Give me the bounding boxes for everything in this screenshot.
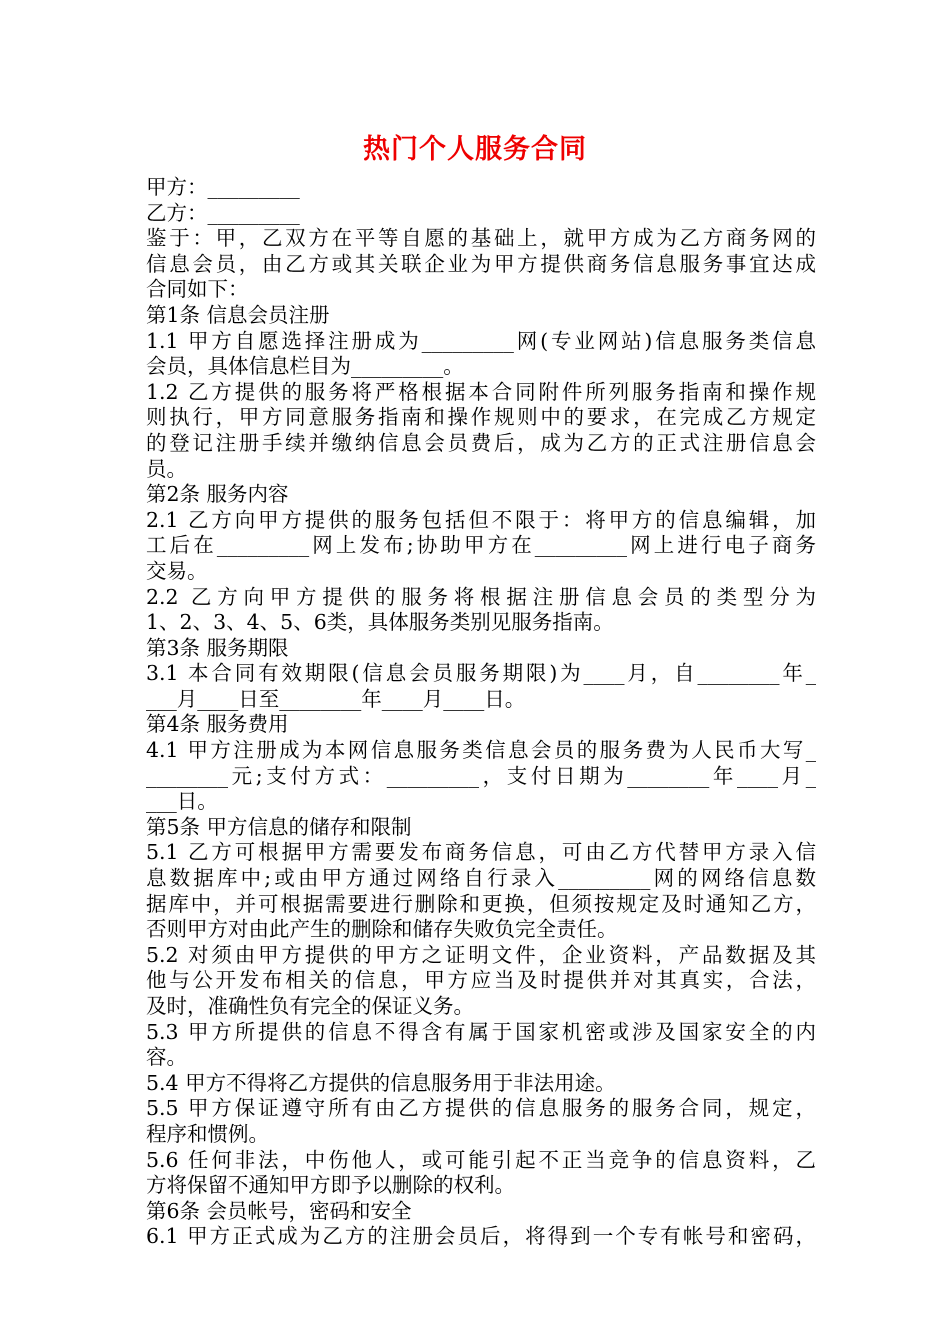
document-line: 第6条 会员帐号，密码和安全 <box>146 1198 412 1223</box>
document-line: 第3条 服务期限 <box>146 635 289 660</box>
document-line: 息数据库中;或由甲方通过网络自行录入_________网的网络信息数 <box>146 866 816 891</box>
document-line: 1.2 乙方提供的服务将严格根据本合同附件所列服务指南和操作规 <box>146 379 816 404</box>
document-line: 容。 <box>146 1045 187 1070</box>
document-line: 方将保留不通知甲方即予以删除的权利。 <box>146 1173 515 1198</box>
document-line: 工后在_________网上发布;协助甲方在_________网上进行电子商务 <box>146 533 816 558</box>
document-line: ___月____日至________年____月____日。 <box>146 686 526 711</box>
document-line: 程序和惯例。 <box>146 1121 269 1146</box>
document-line: 5.6 任何非法，中伤他人，或可能引起不正当竞争的信息资料，乙 <box>146 1147 816 1172</box>
document-line: 员。 <box>146 456 187 481</box>
document-line: 据库中，并可根据需要进行删除和更换，但须按规定及时通知乙方， <box>146 891 816 916</box>
document-line: 第4条 服务费用 <box>146 712 289 737</box>
document-line: 甲方：_________ <box>146 175 300 199</box>
document-line: 1.1 甲方自愿选择注册成为_________网(专业网站)信息服务类信息 <box>146 328 816 353</box>
document-title: 热门个人服务合同 <box>363 134 587 165</box>
document-body <box>146 175 816 1250</box>
document-line: 1、2、3、4、5、6类，具体服务类别见服务指南。 <box>146 610 614 635</box>
document-line: 合同如下： <box>146 277 249 302</box>
document-line: 则执行，甲方同意服务指南和操作规则中的要求，在完成乙方规定 <box>146 405 816 430</box>
document-line: 5.2 对须由甲方提供的甲方之证明文件，企业资料，产品数据及其 <box>146 942 816 967</box>
document-line: 及时，准确性负有完全的保证义务。 <box>146 994 474 1018</box>
document-line: 3.1 本合同有效期限(信息会员服务期限)为____月，自________年_ <box>146 661 816 686</box>
document-line: 第1条 信息会员注册 <box>146 302 330 327</box>
document-line: 会员，具体信息栏目为_________。 <box>146 354 464 379</box>
document-line: 鉴于：甲，乙双方在平等自愿的基础上，就甲方成为乙方商务网的 <box>146 226 816 251</box>
document-line: 2.2 乙方向甲方提供的服务将根据注册信息会员的类型分为 <box>146 584 816 609</box>
document-line: 否则甲方对由此产生的删除和储存失败负完全责任。 <box>146 917 618 942</box>
document-line: 4.1 甲方注册成为本网信息服务类信息会员的服务费为人民币大写_ <box>146 738 816 763</box>
document-line: 5.4 甲方不得将乙方提供的信息服务用于非法用途。 <box>146 1070 616 1095</box>
document-line: 他与公开发布相关的信息，甲方应当及时提供并对其真实，合法， <box>146 968 816 993</box>
document-line: 信息会员，由乙方或其关联企业为甲方提供商务信息服务事宜达成 <box>146 251 816 276</box>
document-line: 第2条 服务内容 <box>146 482 289 507</box>
document-line: 交易。 <box>146 558 208 583</box>
document-line: 第5条 甲方信息的储存和限制 <box>146 814 412 839</box>
document-line: 5.5 甲方保证遵守所有由乙方提供的信息服务的服务合同，规定， <box>146 1096 816 1121</box>
document-line: 乙方：_________ <box>146 200 300 225</box>
document-line: ___日。 <box>146 789 218 814</box>
document-line: 5.1 乙方可根据甲方需要发布商务信息，可由乙方代替甲方录入信 <box>146 840 816 865</box>
document-line: ________元;支付方式：_________，支付日期为________年____月_ <box>146 763 816 788</box>
document-line: 5.3 甲方所提供的信息不得含有属于国家机密或涉及国家安全的内 <box>146 1019 816 1044</box>
document-line: 2.1 乙方向甲方提供的服务包括但不限于：将甲方的信息编辑，加 <box>146 507 816 532</box>
document-line: 的登记注册手续并缴纳信息会员费后，成为乙方的正式注册信息会 <box>146 430 816 455</box>
document-line: 6.1 甲方正式成为乙方的注册会员后，将得到一个专有帐号和密码， <box>146 1224 816 1249</box>
